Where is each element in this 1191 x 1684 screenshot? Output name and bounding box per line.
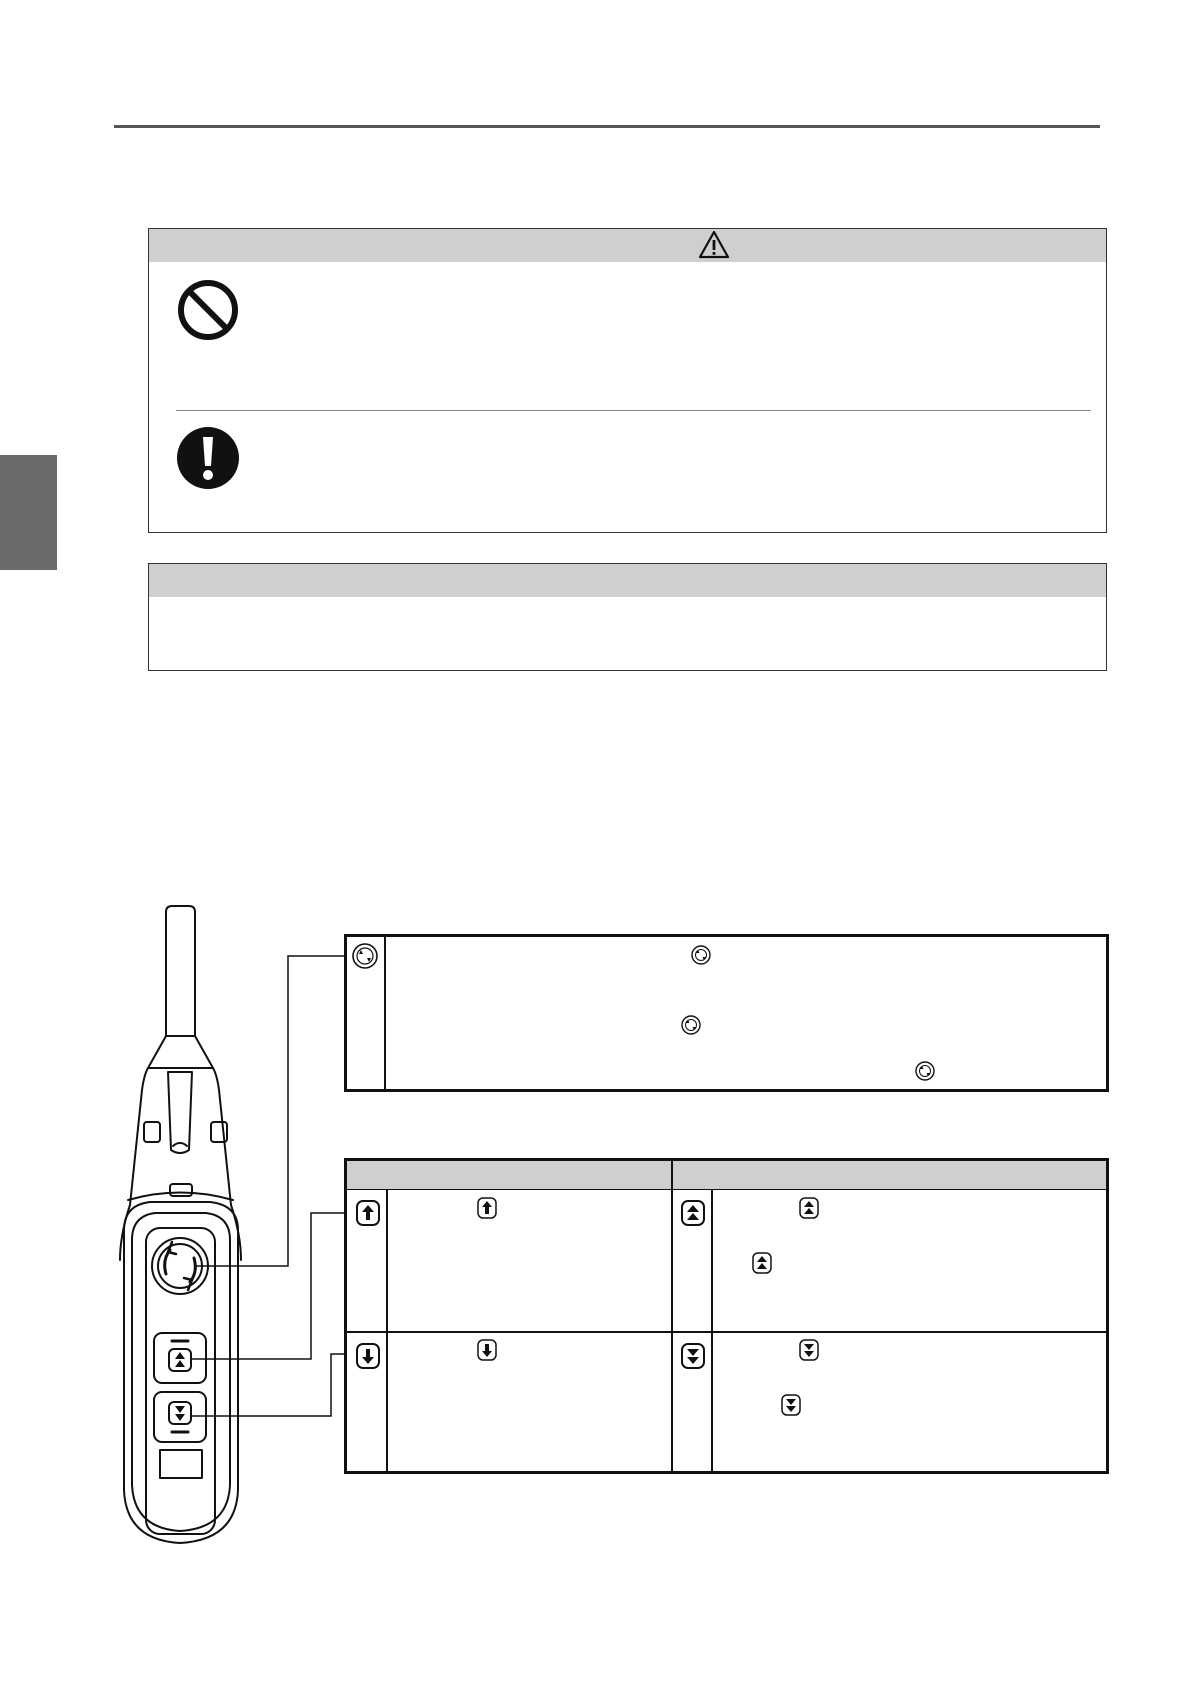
up-arrow-icon	[477, 1197, 497, 1219]
double-down-arrow-icon	[799, 1339, 819, 1361]
up-arrow-icon	[356, 1200, 380, 1226]
exclamation-mandatory-icon	[176, 426, 240, 490]
body-right-edge	[213, 1068, 241, 1260]
header-rule	[114, 125, 1100, 128]
warning-box	[148, 228, 1107, 533]
rotate-arrows-icon	[681, 1015, 701, 1035]
double-down-arrow-icon	[681, 1343, 705, 1369]
rotate-arrows-icon	[691, 945, 711, 965]
caution-box	[148, 563, 1107, 671]
down-arrow-icon	[356, 1343, 380, 1369]
double-up-arrow-icon	[752, 1252, 772, 1274]
caution-box-header	[149, 564, 1106, 597]
double-down-arrow-icon	[781, 1394, 801, 1416]
body-lower	[124, 1202, 238, 1543]
warning-triangle-icon	[698, 230, 730, 260]
prohibition-icon	[176, 278, 240, 342]
buttons-table	[344, 1158, 1109, 1474]
warning-box-header	[149, 229, 1106, 262]
antenna	[148, 906, 213, 1068]
rotate-arrows-icon	[352, 943, 378, 969]
chapter-side-tab	[0, 455, 57, 570]
double-up-arrow-icon	[681, 1200, 705, 1226]
rotate-arrows-icon	[915, 1061, 935, 1081]
down-arrow-icon	[477, 1339, 497, 1361]
double-up-arrow-icon	[799, 1197, 819, 1219]
table-header	[347, 1161, 1106, 1190]
warning-divider	[176, 410, 1091, 411]
leader-estop	[195, 956, 344, 1266]
estop-icon-column	[347, 937, 386, 1089]
emergency-stop-box	[344, 934, 1109, 1092]
